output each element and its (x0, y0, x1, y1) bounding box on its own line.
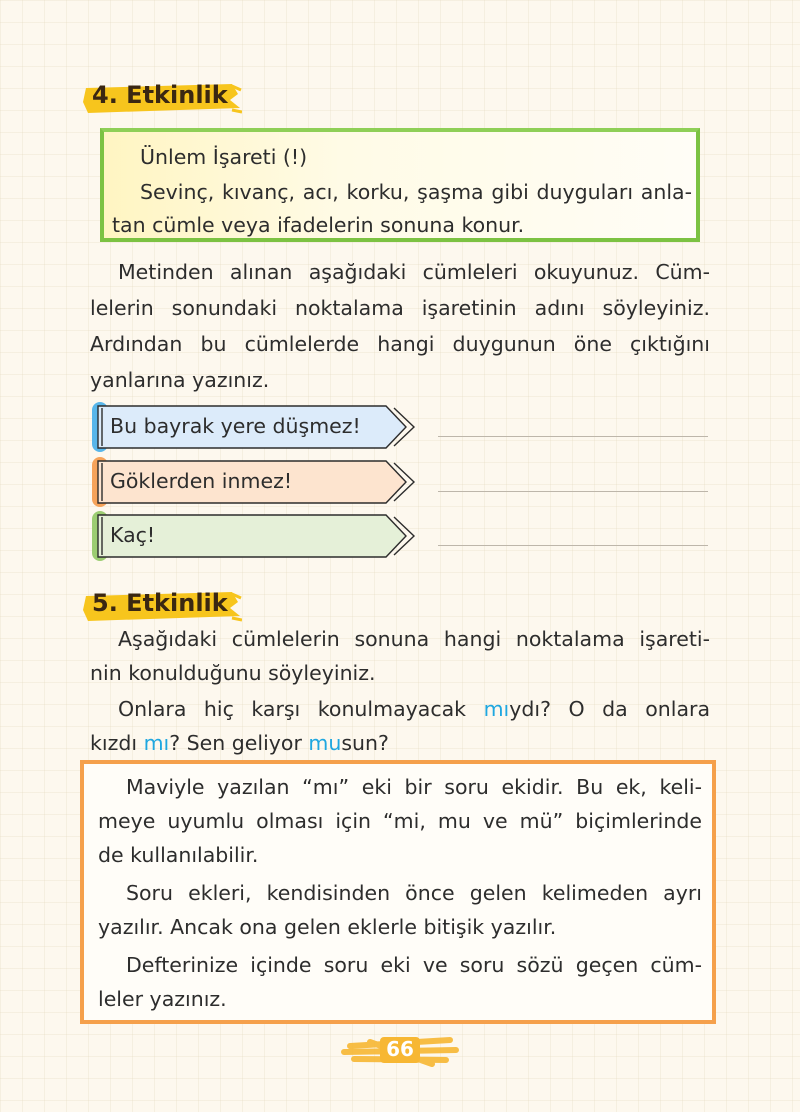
instruction-line: Aşağıdaki cümlelerin sonuna hangi noktalama işareti- (118, 627, 710, 651)
example-text: Onlara hiç karşı konulmayacak (118, 697, 484, 721)
page-number: 66 (386, 1037, 414, 1061)
answer-line[interactable] (438, 491, 708, 492)
question-suffix-note-box (80, 760, 716, 1024)
note-line: Defterinize içinde soru eki ve soru sözü geçen cüm- (126, 953, 702, 977)
question-suffix: mu (308, 731, 342, 755)
activity4-heading (82, 76, 242, 120)
note-line: leler yazınız. (98, 987, 227, 1011)
example-text: kızdı (90, 731, 144, 755)
instruction-line: yanlarına yazınız. (90, 368, 270, 392)
question-suffix: mı (143, 731, 170, 755)
instruction-line: nin konulduğunu söyleyiniz. (90, 661, 376, 685)
example-line-2 (90, 726, 710, 760)
example-text: sun? (341, 731, 389, 755)
info-line-1: Sevinç, kıvanç, acı, korku, şaşma gibi duyguları anla- (140, 180, 692, 204)
note-line: Maviyle yazılan “mı” eki bir soru ekidir. Bu ek, keli- (126, 775, 702, 799)
question-suffix: mı (483, 697, 510, 721)
note-line: yazılır. Ancak ona gelen eklerle bitişik yazılır. (98, 915, 557, 939)
sentence-row-1 (90, 402, 720, 452)
example-line-1 (90, 692, 710, 726)
activity5-instructions (90, 622, 710, 690)
sentence-text: Kaç! (110, 523, 156, 547)
activity4-title: 4. Etkinlik (92, 81, 228, 109)
note-line: Soru ekleri, kendisinden önce gelen kelimeden ayrı (126, 881, 702, 905)
answer-line[interactable] (438, 545, 708, 546)
instruction-line: Ardından bu cümlelerde hangi duygunun öne çıktığını (90, 332, 710, 356)
sentence-text: Bu bayrak yere düşmez! (110, 414, 361, 438)
sentence-row-2 (90, 457, 720, 507)
example-text: ydı? O da onlara (509, 697, 711, 721)
page-number-badge (340, 1032, 460, 1068)
answer-line[interactable] (438, 436, 708, 437)
example-text: ? Sen geliyor (169, 731, 309, 755)
instruction-line: Metinden alınan aşağıdaki cümleleri okuyunuz. Cüm- (118, 260, 710, 284)
activity5-title: 5. Etkinlik (92, 589, 228, 617)
exclamation-info-box (100, 128, 700, 242)
sentence-row-3 (90, 511, 720, 561)
info-title: Ünlem İşareti (!) (140, 145, 308, 169)
sentence-text: Göklerden inmez! (110, 469, 293, 493)
note-content (98, 770, 702, 1016)
note-line: de kullanılabilir. (98, 843, 259, 867)
note-line: meye uyumlu olması için “mi, mu ve mü” biçimlerinde (98, 809, 702, 833)
question-examples (90, 692, 710, 760)
instruction-line: lelerin sonundaki noktalama işaretinin adını söyleyiniz. (90, 296, 710, 320)
info-line-2: tan cümle veya ifadelerin sonuna konur. (112, 213, 525, 237)
activity4-instructions (90, 254, 710, 398)
